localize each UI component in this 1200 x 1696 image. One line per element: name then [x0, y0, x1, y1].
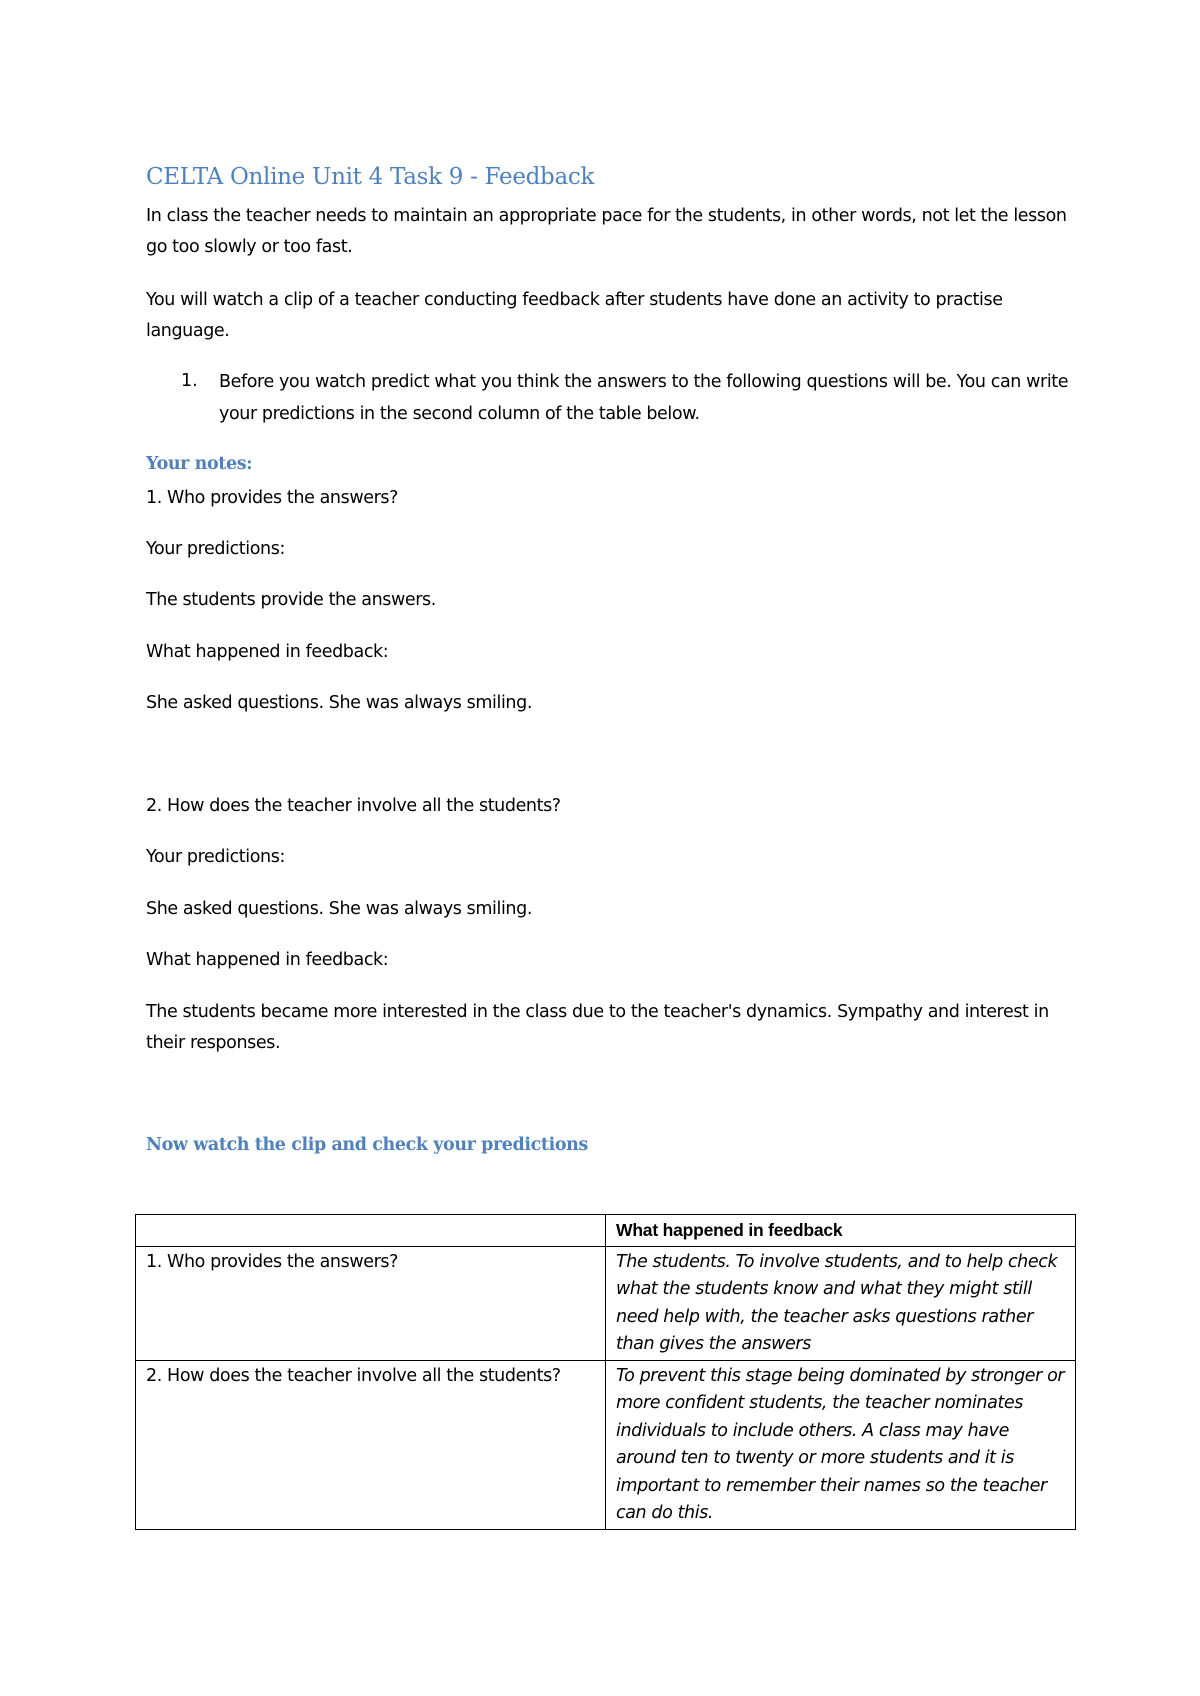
q2-predictions-label: Your predictions:	[146, 847, 285, 867]
table-row	[136, 1246, 1076, 1360]
table-header-empty	[136, 1215, 606, 1247]
q1-prediction: The students provide the answers.	[146, 590, 436, 610]
q1-predictions-label: Your predictions:	[146, 539, 285, 559]
q2-question: 2. How does the teacher involve all the students?	[146, 796, 561, 816]
table-header-feedback: What happened in feedback	[606, 1215, 1076, 1247]
task-list-text: Before you watch predict what you think the answers to the following questions will be. You can write your predictions in the second column of the table below.	[219, 372, 1069, 424]
q2-feedback-label: What happened in feedback:	[146, 950, 389, 970]
table-header-row	[136, 1215, 1076, 1247]
table-cell-question: 2. How does the teacher involve all the students?	[136, 1360, 606, 1529]
q1-feedback-label: What happened in feedback:	[146, 642, 389, 662]
document-title: CELTA Online Unit 4 Task 9 - Feedback	[146, 164, 595, 190]
q2-prediction: She asked questions. She was always smiling.	[146, 899, 532, 919]
q1-feedback: She asked questions. She was always smiling.	[146, 693, 532, 713]
table-cell-question: 1. Who provides the answers?	[136, 1246, 606, 1360]
q2-feedback: The students became more interested in the class due to the teacher's dynamics. Sympathy and interest in their responses.	[146, 1002, 1049, 1053]
intro-paragraph-1: In class the teacher needs to maintain an appropriate pace for the students, in other words, not let the lesson go too slowly or too fast.	[146, 206, 1067, 257]
q1-question: 1. Who provides the answers?	[146, 488, 399, 508]
table-row	[136, 1360, 1076, 1529]
feedback-table	[135, 1214, 1076, 1530]
intro-paragraph-2: You will watch a clip of a teacher conducting feedback after students have done an activity to practise language.	[146, 290, 1003, 341]
table-cell-answer: To prevent this stage being dominated by stronger or more confident students, the teacher nominates individuals to include others. A class may have around ten to twenty or more students and it is important to remember their names so the teacher can do this.	[606, 1360, 1076, 1529]
notes-heading: Your notes:	[146, 454, 253, 474]
watch-heading: Now watch the clip and check your predictions	[146, 1135, 588, 1155]
task-list-number: 1.	[181, 371, 198, 391]
table-cell-answer: The students. To involve students, and to help check what the students know and what they might still need help with, the teacher asks questions rather than gives the answers	[606, 1246, 1076, 1360]
